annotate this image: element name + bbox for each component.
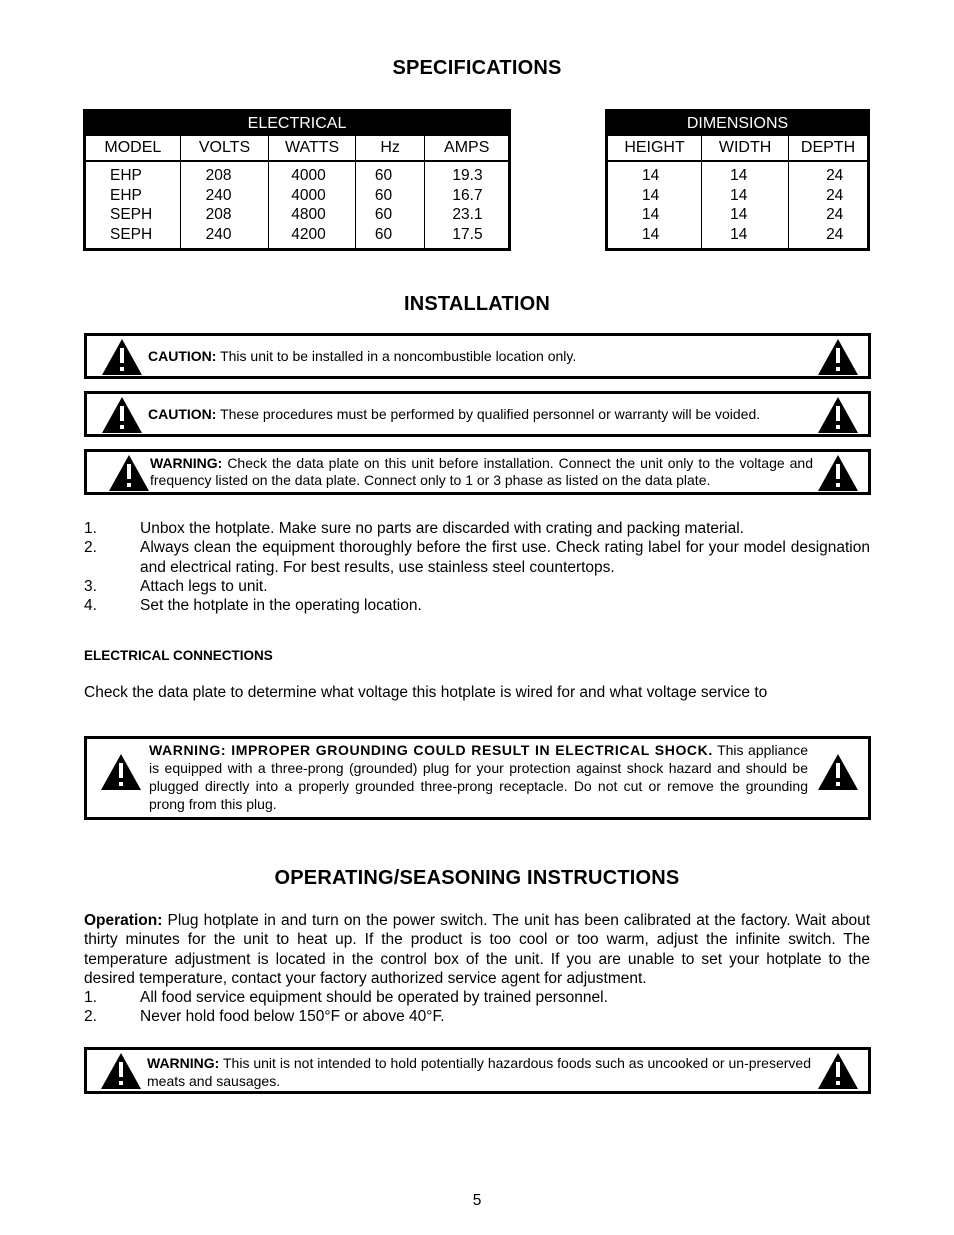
cell-hz: 60 bbox=[355, 225, 424, 250]
cell-volts: 240 bbox=[180, 225, 269, 250]
cell-watts: 4000 bbox=[269, 186, 356, 206]
col-model: MODEL bbox=[85, 136, 181, 162]
installation-title: INSTALLATION bbox=[403, 293, 551, 315]
cell-volts: 208 bbox=[180, 205, 269, 225]
cell-height: 14 bbox=[642, 225, 660, 243]
specifications-title: SPECIFICATIONS bbox=[392, 57, 562, 79]
cell-model: EHP bbox=[110, 186, 142, 204]
list-item: 3. Attach legs to unit. bbox=[84, 577, 268, 595]
cell-width: 14 bbox=[702, 205, 789, 225]
col-height: HEIGHT bbox=[607, 136, 702, 162]
dimensions-band: DIMENSIONS bbox=[607, 111, 869, 136]
page-number: 5 bbox=[472, 1192, 482, 1209]
table-row bbox=[85, 205, 510, 225]
warning-triangle-icon bbox=[818, 455, 858, 491]
cell-model: SEPH bbox=[110, 225, 153, 243]
cell-amps: 19.3 bbox=[425, 161, 510, 186]
electrical-band: ELECTRICAL bbox=[85, 111, 510, 136]
cell-watts: 4000 bbox=[269, 161, 356, 186]
warning-triangle-icon bbox=[102, 339, 142, 375]
col-amps: AMPS bbox=[425, 136, 510, 162]
list-item: 2. Always clean the equipment thoroughly before the first use. Check rating label for your model designation and electrical rating. For best results, use stainless steel countertops. bbox=[84, 539, 870, 576]
cell-width: 14 bbox=[702, 225, 789, 250]
warning-triangle-icon bbox=[101, 754, 141, 790]
table-row bbox=[607, 225, 869, 250]
warning-box-grounding bbox=[84, 736, 871, 820]
cell-volts: 240 bbox=[180, 186, 269, 206]
installation-steps bbox=[84, 519, 870, 615]
electrical-connections-heading: ELECTRICAL CONNECTIONS bbox=[84, 648, 273, 663]
cell-height: 14 bbox=[642, 206, 660, 224]
table-row bbox=[607, 186, 869, 206]
cell-hz: 60 bbox=[355, 186, 424, 206]
cell-hz: 60 bbox=[355, 205, 424, 225]
operating-steps bbox=[84, 988, 870, 1027]
warning-box-hazardous-foods bbox=[84, 1047, 871, 1094]
electrical-table bbox=[83, 109, 511, 251]
caution-box-noncombustible bbox=[84, 333, 871, 379]
warning-triangle-icon bbox=[818, 339, 858, 375]
table-row bbox=[607, 161, 869, 186]
list-item: 4. Set the hotplate in the operating location. bbox=[84, 597, 422, 615]
dimensions-table bbox=[605, 109, 870, 251]
warning-text: WARNING: This unit is not intended to hold potentially hazardous foods such as uncooked or un-preserved meats and sausages. bbox=[147, 1055, 811, 1089]
warning-box-data-plate bbox=[84, 449, 871, 495]
warning-triangle-icon bbox=[818, 1053, 858, 1089]
col-volts: VOLTS bbox=[180, 136, 269, 162]
cell-depth: 24 bbox=[789, 205, 869, 225]
table-row bbox=[85, 225, 510, 250]
operation-paragraph: Operation: Plug hotplate in and turn on the power switch. The unit has been calibrated at the factory. Wait about thirty minutes for the unit to heat up. If the product is too cool or too warm, adjust the infinite switch. The temperature adjustment is located in the control box of the unit. If you are unable to set your hotplate to the desired temperature, contact your factory authorized service agent for adjustment. bbox=[84, 912, 870, 987]
warning-triangle-icon bbox=[818, 754, 858, 790]
warning-triangle-icon bbox=[102, 397, 142, 433]
cell-model: EHP bbox=[110, 167, 142, 185]
col-width: WIDTH bbox=[702, 136, 789, 162]
warning-text: WARNING: Check the data plate on this unit before installation. Connect the unit only to the voltage and frequency listed on the data plate. Connect only to 1 or 3 phase as listed on the data plate. bbox=[150, 455, 813, 488]
table-row bbox=[85, 161, 510, 186]
cell-width: 14 bbox=[702, 186, 789, 206]
cell-depth: 24 bbox=[789, 225, 869, 250]
col-hz: Hz bbox=[355, 136, 424, 162]
operating-title: OPERATING/SEASONING INSTRUCTIONS bbox=[274, 867, 680, 889]
cell-model: SEPH bbox=[110, 206, 153, 224]
warning-triangle-icon bbox=[109, 455, 149, 491]
list-item: 2. Never hold food below 150°F or above 40°F. bbox=[84, 1008, 445, 1026]
cell-width: 14 bbox=[702, 161, 789, 186]
cell-amps: 17.5 bbox=[425, 225, 510, 250]
cell-hz: 60 bbox=[355, 161, 424, 186]
cell-depth: 24 bbox=[789, 186, 869, 206]
cell-depth: 24 bbox=[789, 161, 869, 186]
electrical-connections-text: Check the data plate to determine what voltage this hotplate is wired for and what voltage service to bbox=[84, 684, 768, 701]
list-item: 1. Unbox the hotplate. Make sure no parts are discarded with crating and packing material. bbox=[84, 520, 744, 537]
cell-volts: 208 bbox=[180, 161, 269, 186]
warning-triangle-icon bbox=[818, 397, 858, 433]
cell-amps: 16.7 bbox=[425, 186, 510, 206]
cell-watts: 4200 bbox=[269, 225, 356, 250]
cell-amps: 23.1 bbox=[425, 205, 510, 225]
caution-text: CAUTION: This unit to be installed in a noncombustible location only. bbox=[148, 348, 577, 364]
col-depth: DEPTH bbox=[789, 136, 869, 162]
cell-watts: 4800 bbox=[269, 205, 356, 225]
warning-text: WARNING: IMPROPER GROUNDING COULD RESULT IN ELECTRICAL SHOCK. This appliance is equipped with a three-prong (grounded) plug for your protection against shock hazard and should be plugged directly into a properly grounded three-prong receptacle. Do not cut or remove the grounding prong from this plug. bbox=[149, 742, 808, 812]
warning-triangle-icon bbox=[101, 1053, 141, 1089]
table-row bbox=[607, 205, 869, 225]
cell-height: 14 bbox=[642, 167, 660, 185]
table-row bbox=[85, 186, 510, 206]
caution-box-qualified bbox=[84, 391, 871, 437]
caution-text: CAUTION: These procedures must be performed by qualified personnel or warranty will be voided. bbox=[148, 406, 761, 422]
cell-height: 14 bbox=[642, 186, 660, 204]
col-watts: WATTS bbox=[269, 136, 356, 162]
list-item: 1. All food service equipment should be operated by trained personnel. bbox=[84, 989, 608, 1006]
